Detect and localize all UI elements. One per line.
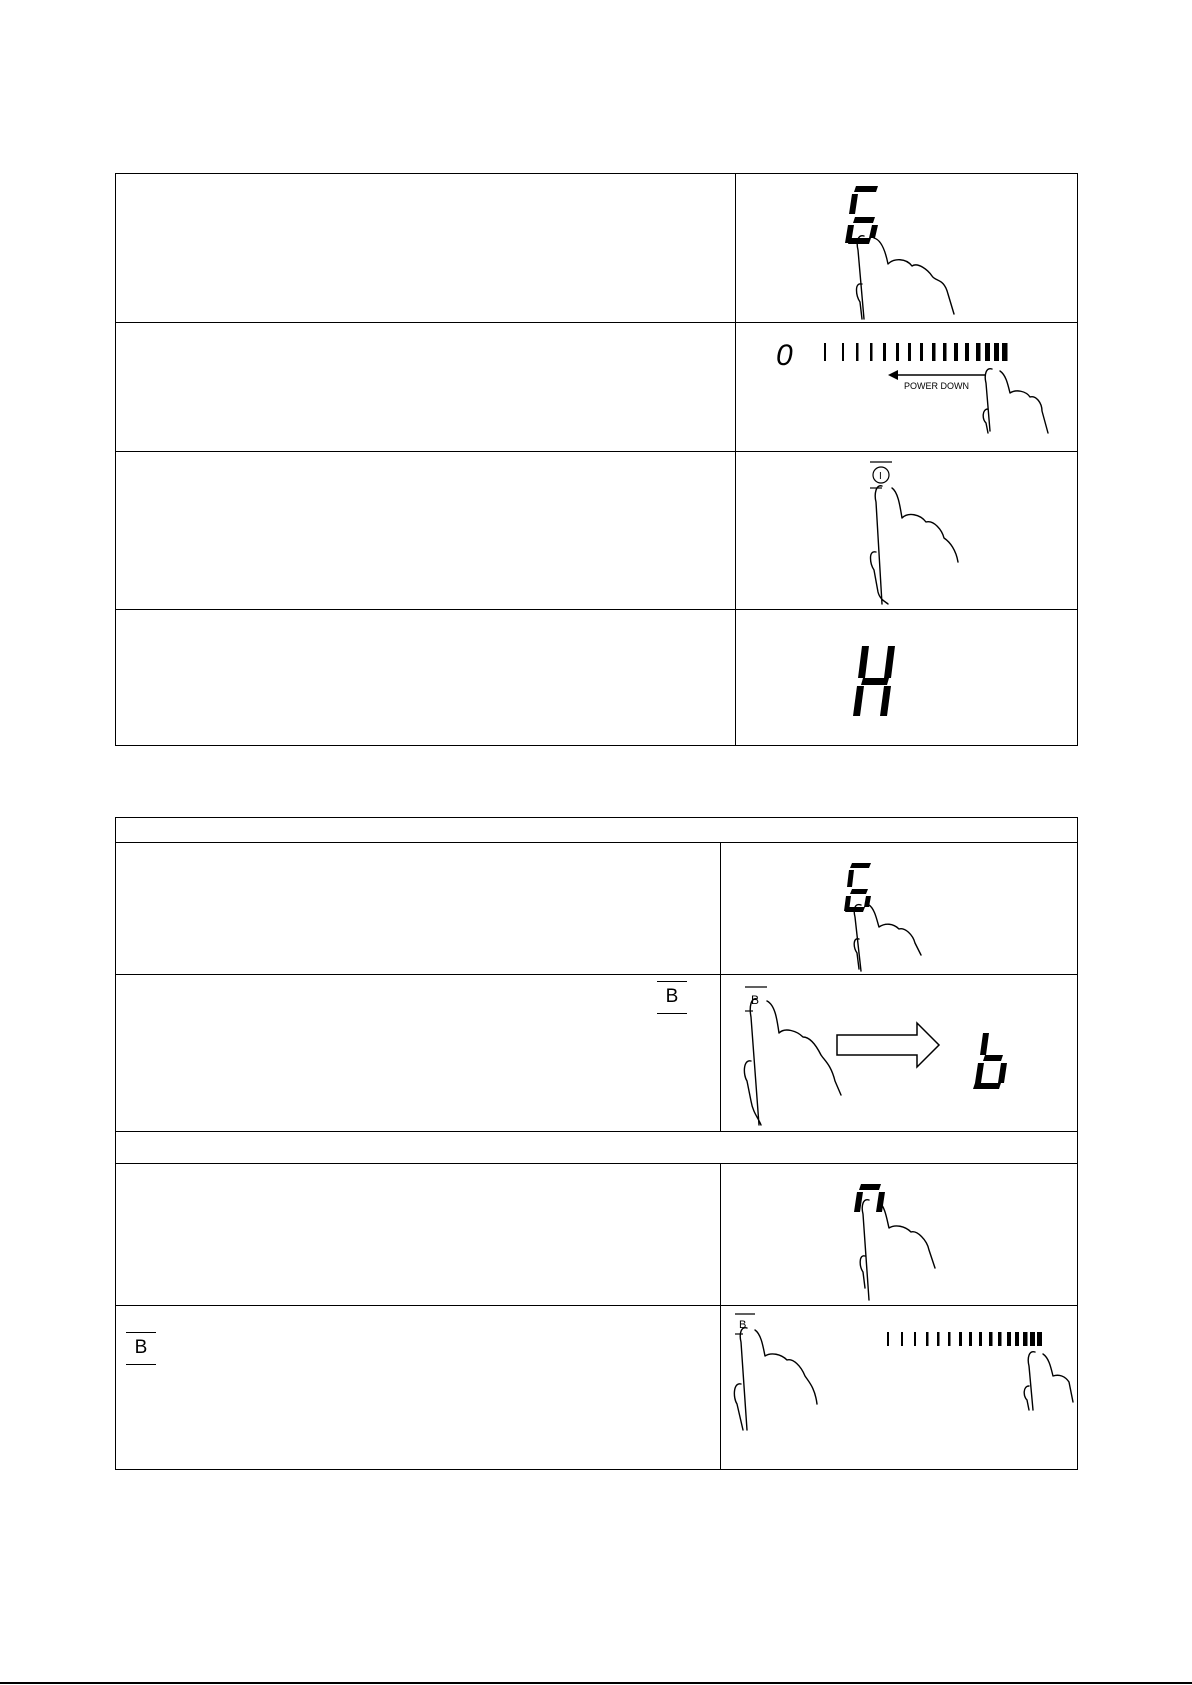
arrow-left-icon [888, 370, 986, 380]
pointing-hand-icon [734, 1328, 817, 1430]
boost-key-label: B [751, 993, 760, 1007]
power-key-touch-illustration [736, 452, 1077, 608]
pointing-hand-icon [871, 486, 959, 604]
pointing-hand-icon [1024, 1352, 1073, 1410]
table-row [116, 975, 1078, 1132]
digit-n [854, 1184, 885, 1212]
step-text-cell [116, 843, 721, 975]
boost-key-and-slider-illustration [721, 1306, 1077, 1468]
pointing-hand-icon [983, 369, 1048, 433]
step-text-cell [116, 323, 736, 452]
table-row [116, 1306, 1078, 1470]
display-6-touch-illustration [721, 843, 1077, 973]
inline-key-label: B [134, 1337, 148, 1358]
display-6-touch-illustration [736, 174, 1077, 321]
inline-boost-key [657, 981, 687, 1015]
slider-power-down-illustration [736, 323, 1077, 450]
pointing-hand-icon [857, 236, 955, 319]
step-figure-cell [736, 174, 1078, 323]
table-row [116, 174, 1078, 323]
step-figure-cell [721, 1164, 1078, 1306]
display-n-touch-illustration [721, 1164, 1077, 1304]
power-symbol-icon: I [879, 471, 882, 482]
section-header-cell [116, 818, 1078, 843]
step-figure-cell [736, 610, 1078, 746]
step-text-cell [116, 975, 721, 1132]
power-down-label: POWER DOWN [904, 381, 969, 391]
section-header-row [116, 1132, 1078, 1164]
step-text-cell [116, 1306, 721, 1470]
step-figure-cell [721, 975, 1078, 1132]
section-header-cell [116, 1132, 1078, 1164]
table-row [116, 843, 1078, 975]
control-steps-table-1 [115, 173, 1078, 746]
step-figure-cell [736, 452, 1078, 610]
step-text-cell [116, 452, 736, 610]
step-figure-cell [736, 323, 1078, 452]
control-steps-table-2 [115, 817, 1078, 1470]
step-text-cell [116, 174, 736, 323]
table-row [116, 323, 1078, 452]
arrow-right-icon [837, 1023, 939, 1067]
boost-key-label: B [739, 1319, 747, 1331]
power-slider[interactable] [887, 1332, 1042, 1346]
display-digit-zero: 0 [776, 339, 793, 372]
step-figure-cell [721, 843, 1078, 975]
table-row [116, 1164, 1078, 1306]
boost-key-to-b-illustration [721, 975, 1077, 1130]
inline-key-label: B [665, 986, 679, 1007]
pointing-hand-icon [854, 905, 921, 971]
pointing-hand-icon [860, 1200, 935, 1300]
power-key[interactable] [870, 462, 892, 488]
power-slider[interactable] [824, 343, 1008, 361]
step-text-cell [116, 1164, 721, 1306]
boost-key[interactable] [735, 1314, 755, 1334]
section-header-row [116, 818, 1078, 843]
page-bottom-rule [0, 1682, 1192, 1684]
step-text-cell [116, 610, 736, 746]
display-H-illustration [736, 610, 1077, 744]
inline-boost-key [126, 1332, 156, 1366]
step-figure-cell [721, 1306, 1078, 1470]
table-row [116, 610, 1078, 746]
pointing-hand-icon [744, 999, 841, 1125]
digit-b [973, 1033, 1007, 1089]
table-row [116, 452, 1078, 610]
digit-H [853, 646, 895, 716]
